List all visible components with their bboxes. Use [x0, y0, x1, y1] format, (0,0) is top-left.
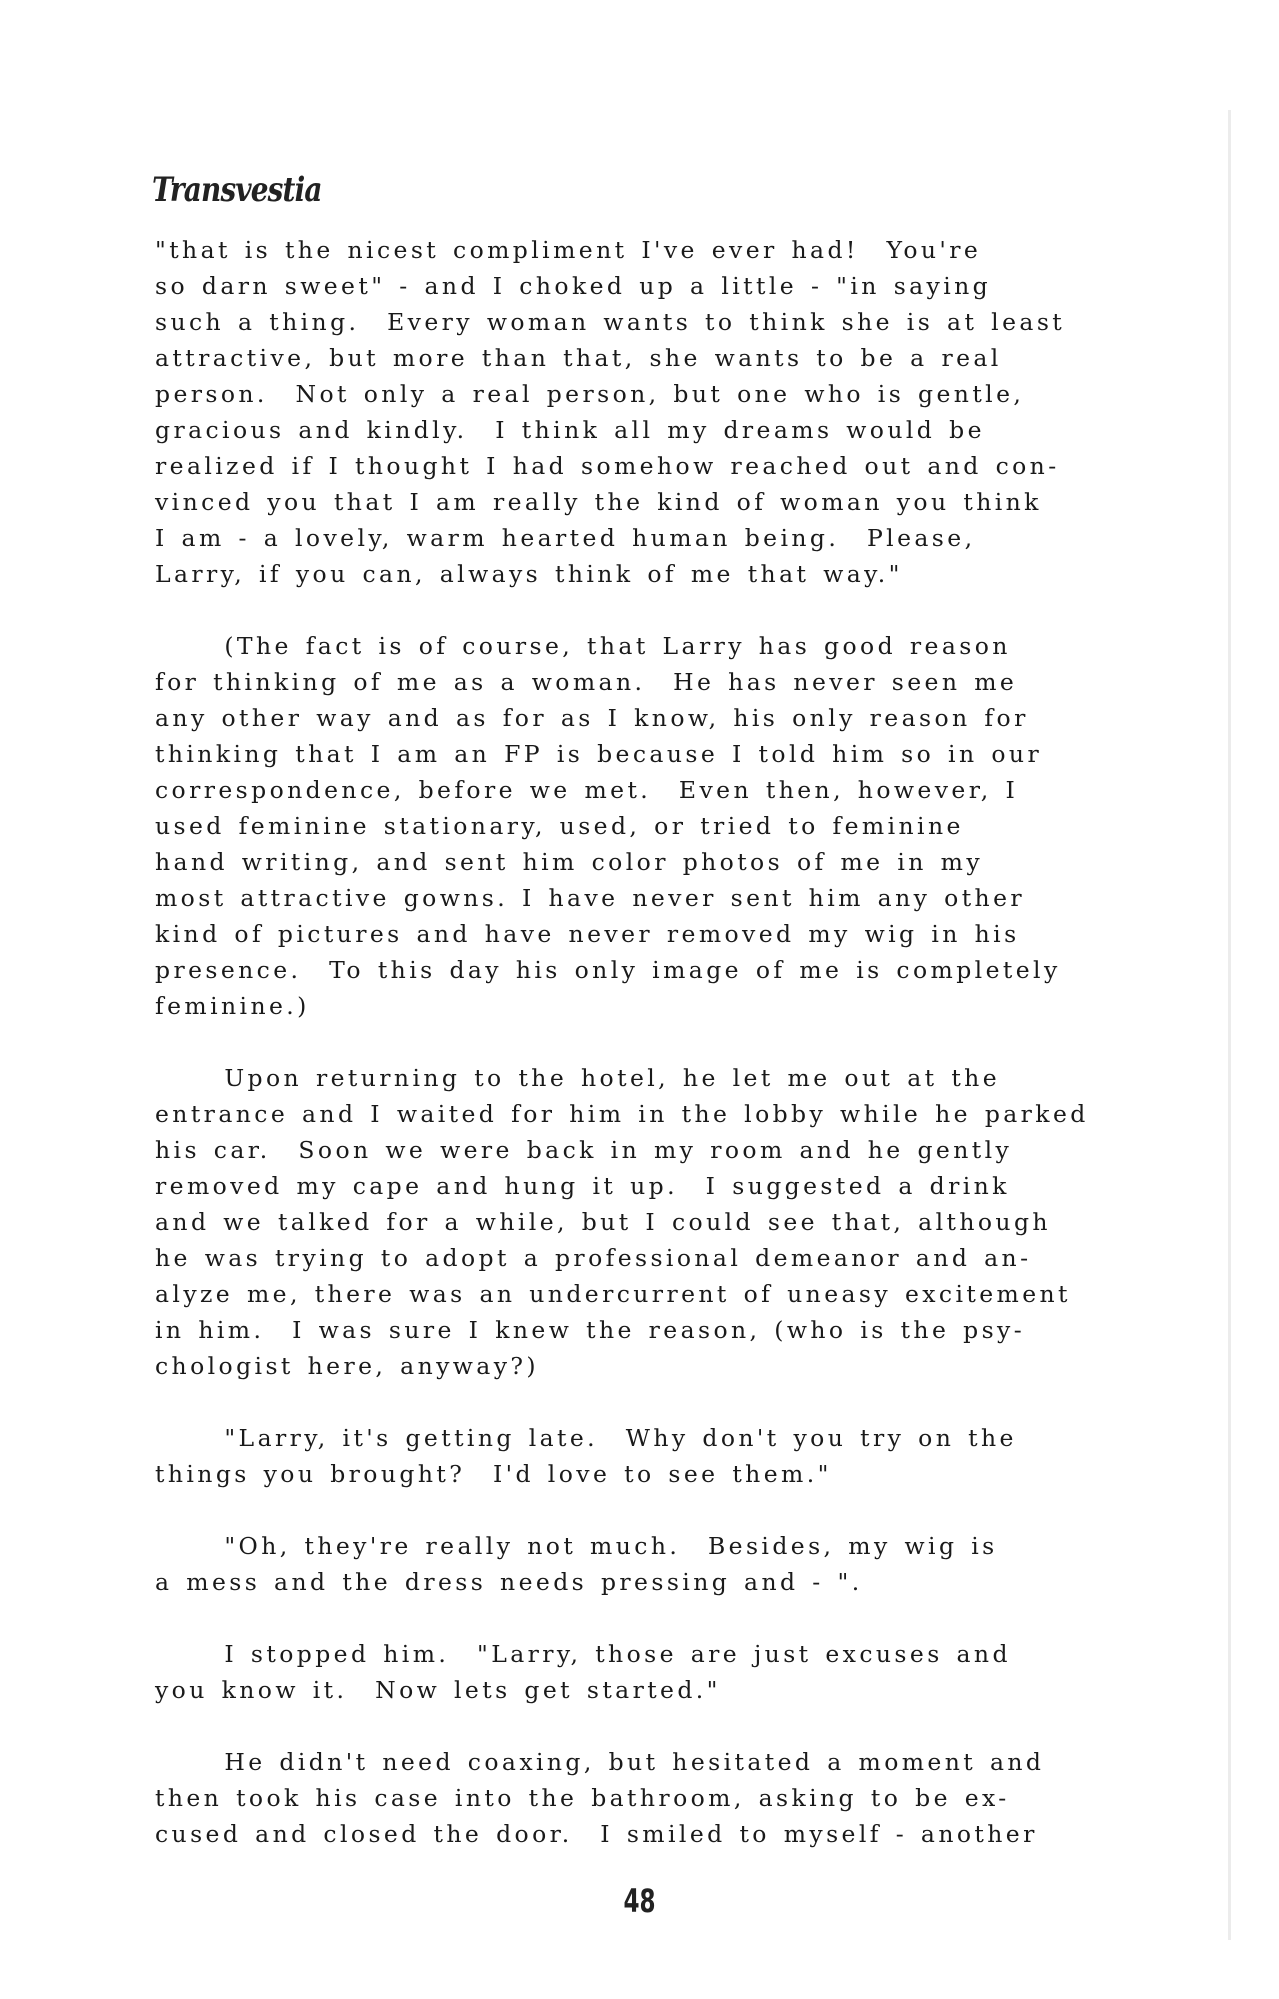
text-line: "Oh, they're really not much. Besides, my wig is	[155, 1532, 998, 1560]
text-line: hand writing, and sent him color photos of me in my	[155, 848, 983, 876]
text-line: any other way and as for as I know, his only reason for	[155, 704, 1029, 732]
text-line: for thinking of me as a woman. He has never seen me	[155, 668, 1018, 696]
text-line: "that is the nicest compliment I've ever had! You're	[155, 236, 982, 264]
text-line: his car. Soon we were back in my room and he gently	[155, 1136, 1013, 1164]
paragraph	[155, 1636, 1230, 1708]
paragraph	[155, 232, 1230, 592]
text-line: in him. I was sure I knew the reason, (who is the psy-	[155, 1316, 1026, 1344]
text-line: thinking that I am an FP is because I told him so in our	[155, 740, 1043, 768]
text-line: cused and closed the door. I smiled to myself - another	[155, 1820, 1038, 1848]
text-line: He didn't need coaxing, but hesitated a moment and	[155, 1748, 1045, 1776]
text-line: I am - a lovely, warm hearted human being. Please,	[155, 524, 976, 552]
text-line: a mess and the dress needs pressing and - ".	[155, 1568, 863, 1596]
text-line: you know it. Now lets get started."	[155, 1676, 721, 1704]
text-line: he was trying to adopt a professional demeanor and an-	[155, 1244, 1032, 1272]
text-line: Upon returning to the hotel, he let me out at the	[155, 1064, 1001, 1092]
text-line: used feminine stationary, used, or tried to feminine	[155, 812, 964, 840]
text-line: chologist here, anyway?)	[155, 1352, 539, 1380]
paragraph	[155, 1528, 1230, 1600]
text-line: and we talked for a while, but I could see that, although	[155, 1208, 1051, 1236]
text-line: feminine.)	[155, 992, 310, 1020]
text-line: then took his case into the bathroom, asking to be ex-	[155, 1784, 1010, 1812]
paragraph	[155, 1744, 1230, 1852]
paragraph	[155, 1420, 1230, 1492]
body-text	[155, 232, 1230, 1888]
text-line: presence. To this day his only image of me is completely	[155, 956, 1061, 984]
page-number: 48	[623, 1882, 656, 1920]
text-line: attractive, but more than that, she wants to be a real	[155, 344, 1002, 372]
text-line: most attractive gowns. I have never sent him any other	[155, 884, 1026, 912]
text-line: realized if I thought I had somehow reached out and con-	[155, 452, 1060, 480]
text-line: gracious and kindly. I think all my dreams would be	[155, 416, 985, 444]
text-line: such a thing. Every woman wants to think she is at least	[155, 308, 1066, 336]
text-line: entrance and I waited for him in the lobby while he parked	[155, 1100, 1089, 1128]
text-line: (The fact is of course, that Larry has good reason	[155, 632, 1011, 660]
text-line: alyze me, there was an undercurrent of uneasy excitement	[155, 1280, 1071, 1308]
text-line: things you brought? I'd love to see them."	[155, 1460, 832, 1488]
paragraph	[155, 1060, 1230, 1384]
text-line: so darn sweet" - and I choked up a little - "in saying	[155, 272, 992, 300]
text-line: person. Not only a real person, but one who is gentle,	[155, 380, 1025, 408]
running-header: Transvestia	[152, 170, 322, 210]
text-line: vinced you that I am really the kind of woman you think	[155, 488, 1042, 516]
text-line: "Larry, it's getting late. Why don't you try on the	[155, 1424, 1017, 1452]
text-line: Larry, if you can, always think of me that way."	[155, 560, 903, 588]
text-line: kind of pictures and have never removed my wig in his	[155, 920, 1020, 948]
paragraph	[155, 628, 1230, 1024]
text-line: correspondence, before we met. Even then, however, I	[155, 776, 1019, 804]
text-line: removed my cape and hung it up. I suggested a drink	[155, 1172, 1010, 1200]
text-line: I stopped him. "Larry, those are just excuses and	[155, 1640, 1011, 1668]
